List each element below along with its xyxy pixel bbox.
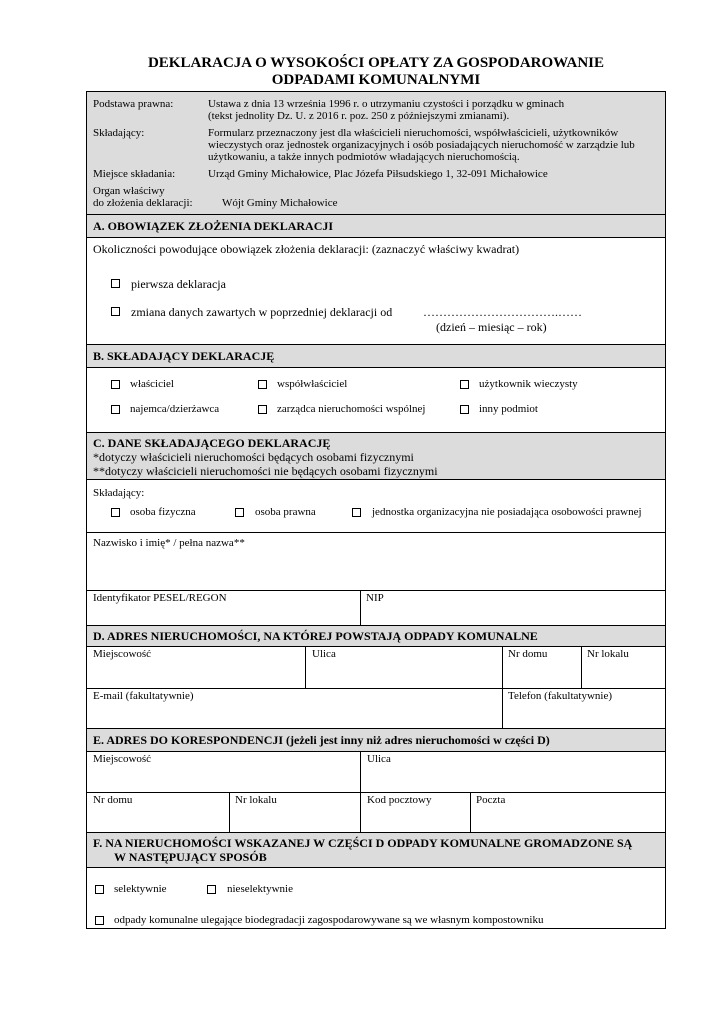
nip-field[interactable]: [361, 604, 665, 625]
e-postcode-label: Kod pocztowy: [367, 794, 432, 806]
checkbox-icon[interactable]: [235, 508, 244, 517]
d-city-field[interactable]: [87, 661, 305, 688]
divider: [87, 479, 665, 480]
d-house-field[interactable]: [503, 661, 581, 688]
form-title-line1: DEKLARACJA O WYSOKOŚCI OPŁATY ZA GOSPODAROWANIE: [147, 55, 605, 71]
e-flat-field[interactable]: [230, 807, 360, 832]
section-d-heading: D. ADRES NIERUCHOMOŚCI, NA KTÓREJ POWSTAJĄ ODPADY KOMUNALNE: [93, 629, 538, 643]
change-date-field[interactable]: …………………………….……: [423, 305, 582, 319]
option-data-change-label: zmiana danych zawartych w poprzedniej deklaracji od: [131, 305, 393, 319]
checkbox-icon[interactable]: [258, 380, 267, 389]
legal-basis-label: Podstawa prawna:: [93, 98, 174, 110]
divider: [87, 867, 665, 868]
option-natural-person-label: osoba fizyczna: [130, 506, 196, 518]
option-co-owner-label: współwłaściciel: [277, 378, 348, 390]
section-e-heading: E. ADRES DO KORESPONDENCJI (jeżeli jest inny niż adres nieruchomości w części D): [93, 733, 550, 747]
declaration-form: [86, 91, 666, 929]
filer-line3: użytkowaniu, a także innych podmiotów władających nieruchomością.: [208, 151, 520, 163]
place-value: Urząd Gminy Michałowice, Plac Józefa Piłsudskiego 1, 32-091 Michałowice: [208, 168, 548, 180]
id-label: Identyfikator PESEL/REGON: [93, 592, 227, 604]
d-city-label: Miejscowość: [93, 648, 152, 660]
email-field[interactable]: [87, 703, 502, 728]
divider: [87, 792, 665, 793]
option-manager-label: zarządca nieruchomości wspólnej: [277, 403, 426, 415]
e-street-field[interactable]: [361, 766, 665, 792]
divider: [87, 751, 665, 752]
checkbox-icon[interactable]: [111, 380, 120, 389]
checkbox-icon[interactable]: [460, 380, 469, 389]
section-a-heading: A. OBOWIĄZEK ZŁOŻENIA DEKLARACJI: [93, 219, 334, 233]
d-house-label: Nr domu: [508, 648, 548, 660]
e-city-field[interactable]: [87, 766, 360, 792]
option-selective-label: selektywnie: [114, 883, 167, 895]
e-city-label: Miejscowość: [93, 753, 152, 765]
option-perpetual-user-label: użytkownik wieczysty: [479, 378, 578, 390]
checkbox-icon[interactable]: [258, 405, 267, 414]
checkbox-icon[interactable]: [352, 508, 361, 517]
option-organizational-unit-label: jednostka organizacyjna nie posiadająca osobowości prawnej: [372, 506, 642, 518]
phone-label: Telefon (fakultatywnie): [508, 690, 612, 702]
option-tenant-label: najemca/dzierżawca: [130, 403, 220, 415]
filer-line2: wieczystych oraz jednostek organizacyjnych i osób posiadających nieruchomość w zarządzie lub: [208, 139, 635, 151]
checkbox-icon[interactable]: [95, 885, 104, 894]
name-field[interactable]: [87, 550, 665, 590]
name-label: Nazwisko i imię* / pełna nazwa**: [93, 537, 245, 549]
filer-label: Składający:: [93, 127, 145, 139]
checkbox-icon[interactable]: [111, 405, 120, 414]
d-flat-field[interactable]: [582, 661, 665, 688]
divider: [87, 532, 665, 533]
checkbox-icon[interactable]: [207, 885, 216, 894]
divider: [87, 237, 665, 238]
d-flat-label: Nr lokalu: [587, 648, 629, 660]
e-postcode-field[interactable]: [361, 807, 470, 832]
form-title-line2: ODPADAMI KOMUNALNYMI: [271, 72, 481, 88]
section-b-heading: B. SKŁADAJĄCY DEKLARACJĘ: [93, 349, 275, 363]
checkbox-icon[interactable]: [460, 405, 469, 414]
divider: [87, 367, 665, 368]
authority-label-line2: do złożenia deklaracji:: [93, 197, 193, 209]
filer-line1: Formularz przeznaczony jest dla właścicieli nieruchomości, współwłaścicieli, użytkowników: [208, 127, 619, 139]
d-street-label: Ulica: [312, 648, 336, 660]
d-street-field[interactable]: [306, 661, 502, 688]
section-c-note1: *dotyczy właścicieli nieruchomości będących osobami fizycznymi: [93, 450, 414, 464]
e-post-label: Poczta: [476, 794, 506, 806]
legal-basis-line1: Ustawa z dnia 13 września 1996 r. o utrzymaniu czystości i porządku w gminach: [208, 98, 565, 110]
checkbox-icon[interactable]: [95, 916, 104, 925]
place-label: Miejsce składania:: [93, 168, 176, 180]
phone-field[interactable]: [503, 703, 665, 728]
change-date-hint: (dzień – miesiąc – rok): [436, 320, 547, 334]
authority-label-line1: Organ właściwy: [93, 185, 165, 197]
section-c-heading: C. DANE SKŁADAJĄCEGO DEKLARACJĘ: [93, 436, 331, 450]
form-title: [86, 55, 666, 89]
section-a-intro: Okoliczności powodujące obowiązek złożenia deklaracji: (zaznaczyć właściwy kwadrat): [93, 242, 520, 256]
checkbox-icon[interactable]: [111, 279, 120, 288]
authority-value: Wójt Gminy Michałowice: [222, 197, 338, 209]
divider: [87, 590, 665, 591]
section-c-note2: **dotyczy właścicieli nieruchomości nie będących osobami fizycznymi: [93, 464, 438, 478]
e-street-label: Ulica: [367, 753, 391, 765]
checkbox-icon[interactable]: [111, 508, 120, 517]
option-legal-person-label: osoba prawna: [255, 506, 316, 518]
checkbox-icon[interactable]: [111, 307, 120, 316]
option-composting-label: odpady komunalne ulegające biodegradacji zagospodarowywane są we własnym kompostowniku: [114, 914, 544, 926]
option-first-declaration-label: pierwsza deklaracja: [131, 277, 226, 291]
section-f-heading-line2: W NASTĘPUJĄCY SPOSÓB: [114, 850, 267, 864]
legal-basis-line2: (tekst jednolity Dz. U. z 2016 r. poz. 250 z późniejszymi zmianami).: [208, 110, 510, 122]
option-nonselective-label: nieselektywnie: [227, 883, 293, 895]
option-owner-label: właściciel: [130, 378, 174, 390]
e-flat-label: Nr lokalu: [235, 794, 277, 806]
e-house-label: Nr domu: [93, 794, 133, 806]
divider: [87, 688, 665, 689]
e-house-field[interactable]: [87, 807, 229, 832]
section-f-heading-line1: F. NA NIERUCHOMOŚCI WSKAZANEJ W CZĘŚCI D ODPADY KOMUNALNE GROMADZONE SĄ: [93, 836, 633, 850]
nip-label: NIP: [366, 592, 384, 604]
e-post-field[interactable]: [471, 807, 665, 832]
email-label: E-mail (fakultatywnie): [93, 690, 194, 702]
id-field[interactable]: [87, 604, 360, 625]
section-c-filer-label: Składający:: [93, 487, 145, 499]
divider: [87, 646, 665, 647]
option-other-entity-label: inny podmiot: [479, 403, 538, 415]
